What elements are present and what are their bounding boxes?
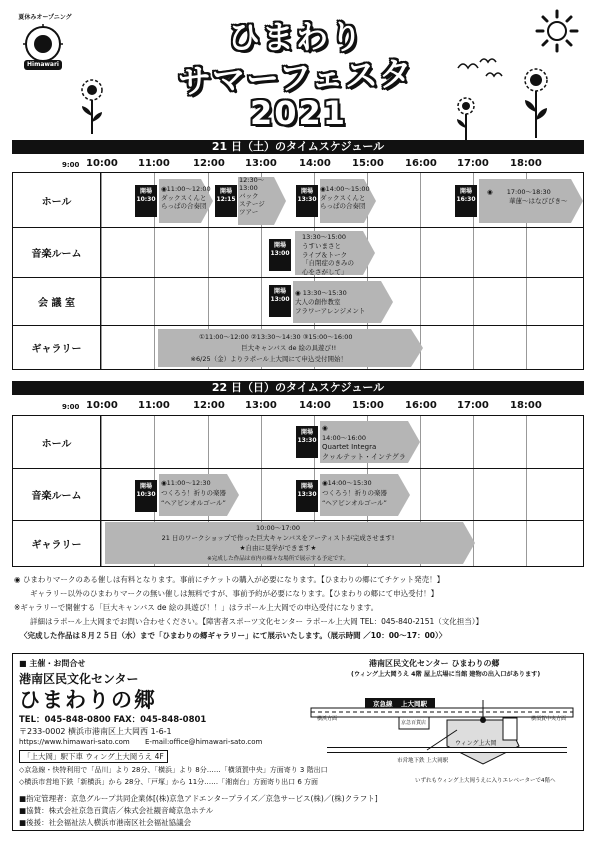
time-label: 10:00 <box>86 158 118 169</box>
day1-time-axis <box>12 156 584 172</box>
open-marker: 開場 13:00 <box>269 239 291 271</box>
map-subway-label: 市営地下鉄 上大岡駅 <box>397 758 449 764</box>
day1-schedule-grid <box>12 172 584 370</box>
access-map <box>307 658 579 790</box>
event-text: 13:30～15:00 うすいまさと ライブ＆トーク 「自閉症のきみの 心をさがして」 <box>302 233 354 277</box>
event-text: 10:00～17:00 21 日のワークショップで作った巨大キャンバスをアーティストが完成させます! ★自由に見学ができます★ ※完成した作品は市内の様々な場所で展示する予定です。 <box>161 524 395 562</box>
row-label-hall: ホール <box>13 173 101 227</box>
address: 〒233-0002 横浜市港南区上大岡西 1-6-1 <box>19 727 172 736</box>
map-title: 港南区民文化センター ひまわりの郷 <box>369 659 500 668</box>
tel-fax: TEL：045-848-0800 FAX：045-848-0801 <box>19 715 207 725</box>
time-label: 10:00 <box>86 400 118 411</box>
event-text: ◉ 17:00～18:30 華蓮～はなびびき～ <box>487 188 568 205</box>
time-label: 15:00 <box>352 158 384 169</box>
sunflower-right-icon <box>452 96 480 140</box>
day2-schedule-grid <box>12 415 584 567</box>
time-label: 18:00 <box>510 400 542 411</box>
sunflower-left-icon <box>78 78 106 136</box>
sunflower-mark-icon: ◉ <box>14 575 21 584</box>
open-marker: 開場 13:30 <box>296 480 318 512</box>
day2-time-axis <box>12 398 584 414</box>
open-marker: 開場 16:30 <box>455 185 477 217</box>
row-label-conference-room: 会 議 室 <box>13 277 101 325</box>
sunflower-mark-icon: ◉ <box>487 188 493 196</box>
badge-text-bottom: Himawari <box>27 61 59 68</box>
event-text: ◉ 13:30～15:30 大人の創作教室 フラワーアレンジメント <box>295 289 366 315</box>
open-marker: 開場 10:30 <box>135 185 157 217</box>
badge-text-top: 夏休みオープニング <box>18 14 72 21</box>
open-marker: 開場 13:00 <box>269 285 291 317</box>
station-directions: 「上大岡」駅下車 ウィング上大岡うえ 4F <box>19 750 168 763</box>
sun-icon <box>534 8 580 54</box>
event-text: ◉14:00～15:30 つくろう！祈りの楽器 “ヘアピンオルゴール” <box>322 479 387 507</box>
map-yokosuka-label: 横須賀中央方面 <box>531 716 567 722</box>
time-label: 15:00 <box>352 400 384 411</box>
map-station-label: 上大岡駅 <box>401 700 427 708</box>
time-label: 13:00 <box>245 400 277 411</box>
open-marker: 開場 12:15 <box>215 185 237 217</box>
access-subway: ◇横浜市営地下鉄「新横浜」から 28分、「戸塚」から 11分……「湘南台」方面寄り出口 6 方面 <box>19 778 319 786</box>
title-line-1: ひまわり <box>228 18 365 56</box>
title-line-2: サマーフェスタ <box>177 53 414 102</box>
time-label: 14:00 <box>299 400 331 411</box>
day2-header: 22 日（日）のタイムスケジュール <box>12 381 584 395</box>
map-subtitle: (ウィング上大岡うえ 4階 屋上広場に当館 建物の出入口があります) <box>351 671 541 678</box>
email-link[interactable]: E-mail:office@himawari-sato.com <box>145 738 263 746</box>
note-gallery-apply: ※ギャラリーで開催する「巨大キャンバス de 絵の具遊び！！」はラポール上大岡での申込受付になります。 <box>14 603 379 612</box>
event-text: ◉ 14:00～16:00 Quartet Integra クヮルテット・インテグラ <box>322 424 406 461</box>
event-text: 12:30～ 13:00 バック ステージ ツアー <box>239 176 265 216</box>
title-line-3: 2021 <box>250 94 348 132</box>
website-link[interactable]: https://www.himawari-sato.com <box>19 738 130 746</box>
time-label: 9:00 <box>62 403 80 411</box>
map-keikyu-label: 京急線 <box>373 700 393 708</box>
sunflower-far-right-icon <box>520 66 552 138</box>
organizer-name-main: ひまわりの郷 <box>19 688 157 712</box>
designated-manager: ■指定管理者：京急グループ共同企業体[(株)京急アドエンタープライズ／京急サービス(株)／(株)クラフト] <box>19 794 378 803</box>
time-label: 16:00 <box>405 400 437 411</box>
note-contact: 詳細はラポール上大岡までお問い合わせください。【障害者スポーツ文化センター ラポール上大岡 TEL：045-840-2151（文化担当）】 <box>30 617 483 626</box>
row-label-gallery: ギャラリー <box>13 325 101 370</box>
contact-info-box <box>12 653 584 831</box>
map-yokohama-label: 横浜方面 <box>317 716 338 722</box>
time-label: 18:00 <box>510 158 542 169</box>
map-dept-label: 京急百貨店 <box>401 720 427 726</box>
event-text: ◉11:00～12:00 ダックスくんと らっぱの合奏団 <box>161 185 211 210</box>
time-label: 12:00 <box>193 158 225 169</box>
time-label: 12:00 <box>193 400 225 411</box>
time-label: 9:00 <box>62 161 80 169</box>
access-keikyu: ◇京急線・快特利用で「品川」より 28分、「横浜」より 8分……「横須賀中央」方面寄り 3 階出口 <box>19 766 328 774</box>
sunflower-mark-icon: ◉ <box>295 289 301 297</box>
event-text: ①11:00～12:00 ②13:30～14:30 ③15:00～16:00 巨大キャンバス de 絵の具遊び!! ※6/25（金）よりラポール上大岡にて申込受付開始！ <box>190 333 353 363</box>
birds-icon <box>456 56 506 82</box>
time-label: 17:00 <box>457 400 489 411</box>
open-marker: 開場 13:30 <box>296 426 318 458</box>
note-exhibition: 〈完成した作品は８月２５日（水）まで「ひまわりの郷ギャラリー」にて展示いたします。（展示時間 ／10：00～17：00）〉 <box>20 631 447 640</box>
supporter: ■後援：社会福祉法人横浜市港南区社会福祉協議会 <box>19 818 192 827</box>
open-marker: 開場 10:30 <box>135 480 157 512</box>
time-label: 17:00 <box>457 158 489 169</box>
time-label: 14:00 <box>299 158 331 169</box>
organizer-heading: ■ 主催・お問合せ <box>19 659 86 668</box>
event-text: ◉14:00～15:00 ダックスくんと らっぱの合奏団 <box>320 185 370 210</box>
event-text: ◉11:00～12:30 つくろう！祈りの楽器 “ヘアピンオルゴール” <box>161 479 226 507</box>
day1-header: 21 日（土）のタイムスケジュール <box>12 140 584 154</box>
sunflower-mark-icon: ◉ <box>322 424 328 432</box>
row-label-music-room: 音楽ルーム <box>13 227 101 277</box>
organizer-name: 港南区民文化センター <box>19 672 139 686</box>
time-label: 16:00 <box>405 158 437 169</box>
note-free-events: ギャラリー以外のひまわりマークの無い催しは無料ですが、事前予約が必要になります。【ひまわりの郷にて申込受付！】 <box>30 589 439 598</box>
note-paid-events: ◉ ひまわりマークのある催しは有料となります。事前にチケットの購入が必要になります。【ひまわりの郷にてチケット発売！】 <box>14 575 445 584</box>
event-badge <box>18 14 72 74</box>
row-label-hall: ホール <box>13 416 101 468</box>
row-label-gallery: ギャラリー <box>13 520 101 567</box>
time-label: 13:00 <box>245 158 277 169</box>
time-label: 11:00 <box>138 158 170 169</box>
map-graphic <box>307 680 579 790</box>
open-marker: 開場 13:30 <box>296 185 318 217</box>
row-label-music-room: 音楽ルーム <box>13 468 101 520</box>
sponsor: ■協賛：株式会社京急百貨店／株式会社観音崎京急ホテル <box>19 806 214 815</box>
map-elevator-note: いずれもウィング上大岡うえに入りエレベーターで4階へ <box>415 778 556 784</box>
map-wing-label: ウィング上大岡 <box>455 740 497 747</box>
time-label: 11:00 <box>138 400 170 411</box>
